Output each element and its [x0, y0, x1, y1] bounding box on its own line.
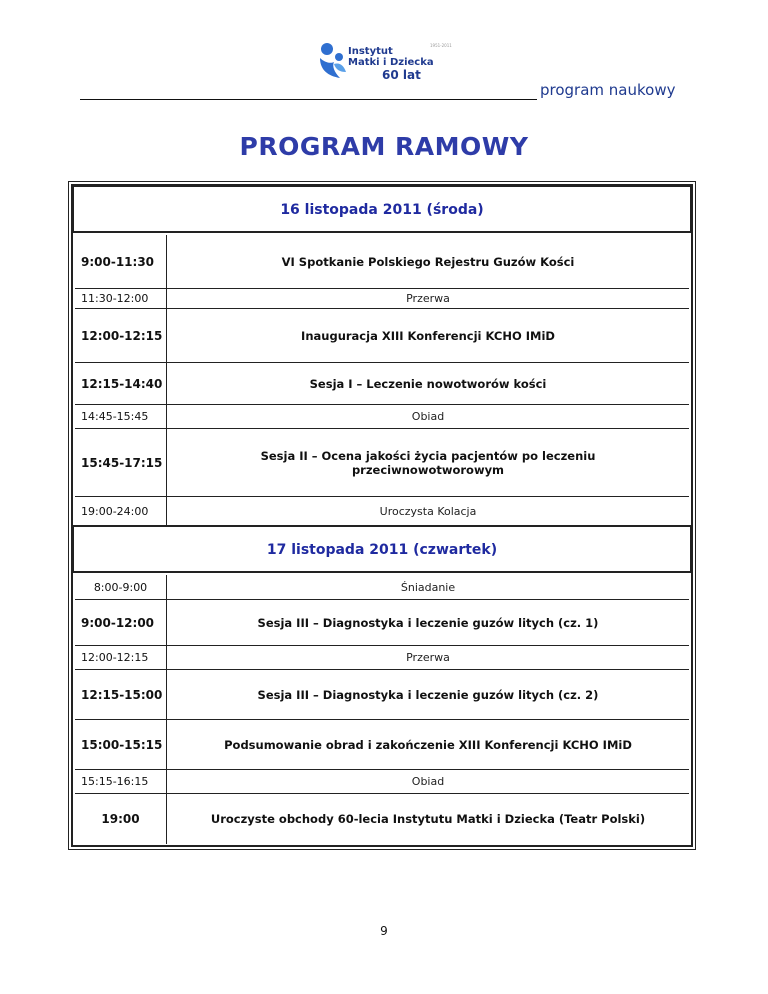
schedule-row [75, 429, 689, 497]
event-cell: Inauguracja XIII Konferencji KCHO IMiD [301, 328, 555, 343]
event-cell: Uroczyste obchody 60-lecia Instytutu Matki i Dziecka (Teatr Polski) [210, 812, 646, 826]
time-cell: 8:00-9:00 [75, 575, 167, 599]
time-cell: 12:00-12:15 [75, 646, 167, 669]
time-cell: 9:00-11:30 [75, 235, 167, 288]
time-cell: 11:30-12:00 [75, 289, 167, 308]
time-cell: 12:15-15:00 [75, 670, 167, 719]
schedule-row [75, 646, 689, 670]
schedule-row [75, 600, 689, 646]
day-heading-1 [72, 185, 692, 233]
day-heading-text: 16 listopada 2011 (środa) [280, 202, 484, 218]
logo-line-1: Instytut [348, 46, 393, 57]
time-cell: 15:15-16:15 [75, 770, 167, 793]
time-cell: 12:15-14:40 [75, 363, 167, 404]
time-cell: 15:00-15:15 [75, 720, 167, 769]
event-cell: Sesja III – Diagnostyka i leczenie guzów litych (cz. 2) [257, 687, 599, 702]
schedule-row [75, 309, 689, 363]
event-cell: Podsumowanie obrad i zakończenie XIII Konferencji KCHO IMiD [224, 737, 632, 752]
time-cell: 14:45-15:45 [75, 405, 167, 428]
section-label: program naukowy [540, 81, 676, 99]
schedule-row [75, 289, 689, 309]
event-cell: Przerwa [406, 292, 450, 305]
schedule-row [75, 363, 689, 405]
schedule-row [75, 720, 689, 770]
day-heading-2 [72, 525, 692, 573]
time-cell: 9:00-12:00 [75, 600, 167, 645]
schedule-row [75, 770, 689, 794]
mother-child-icon [318, 42, 348, 82]
event-cell: Obiad [411, 410, 445, 423]
event-cell: Uroczysta Kolacja [379, 504, 477, 518]
event-cell: Śniadanie [400, 580, 456, 594]
event-cell: Przerwa [406, 651, 450, 664]
header-divider [80, 99, 537, 100]
day-heading-text: 17 listopada 2011 (czwartek) [266, 542, 498, 558]
time-cell: 19:00 [75, 794, 167, 844]
page-title: PROGRAM RAMOWY [239, 132, 529, 161]
event-cell: Sesja I – Leczenie nowotworów kości [309, 376, 547, 391]
event-cell: Sesja II – Ocena jakości życia pacjentów po leczeniu przeciwnowotworowym [260, 448, 596, 477]
schedule-row [75, 670, 689, 720]
time-cell: 19:00-24:00 [75, 497, 167, 525]
schedule-row [75, 235, 689, 289]
page-number: 9 [380, 924, 388, 938]
institute-logo [318, 40, 460, 92]
logo-line-2: Matki i Dziecka [348, 57, 434, 68]
logo-stamp: 1951-2011 [430, 43, 452, 48]
event-cell: VI Spotkanie Polskiego Rejestru Guzów Kości [281, 254, 575, 269]
event-cell: Obiad [411, 775, 445, 788]
time-cell: 12:00-12:15 [75, 309, 167, 362]
schedule-row [75, 575, 689, 600]
schedule-row [75, 497, 689, 525]
logo-line-3: 60 lat [382, 68, 421, 82]
schedule-row [75, 794, 689, 844]
event-cell: Sesja III – Diagnostyka i leczenie guzów litych (cz. 1) [257, 615, 599, 630]
schedule-row [75, 405, 689, 429]
time-cell: 15:45-17:15 [75, 429, 167, 496]
